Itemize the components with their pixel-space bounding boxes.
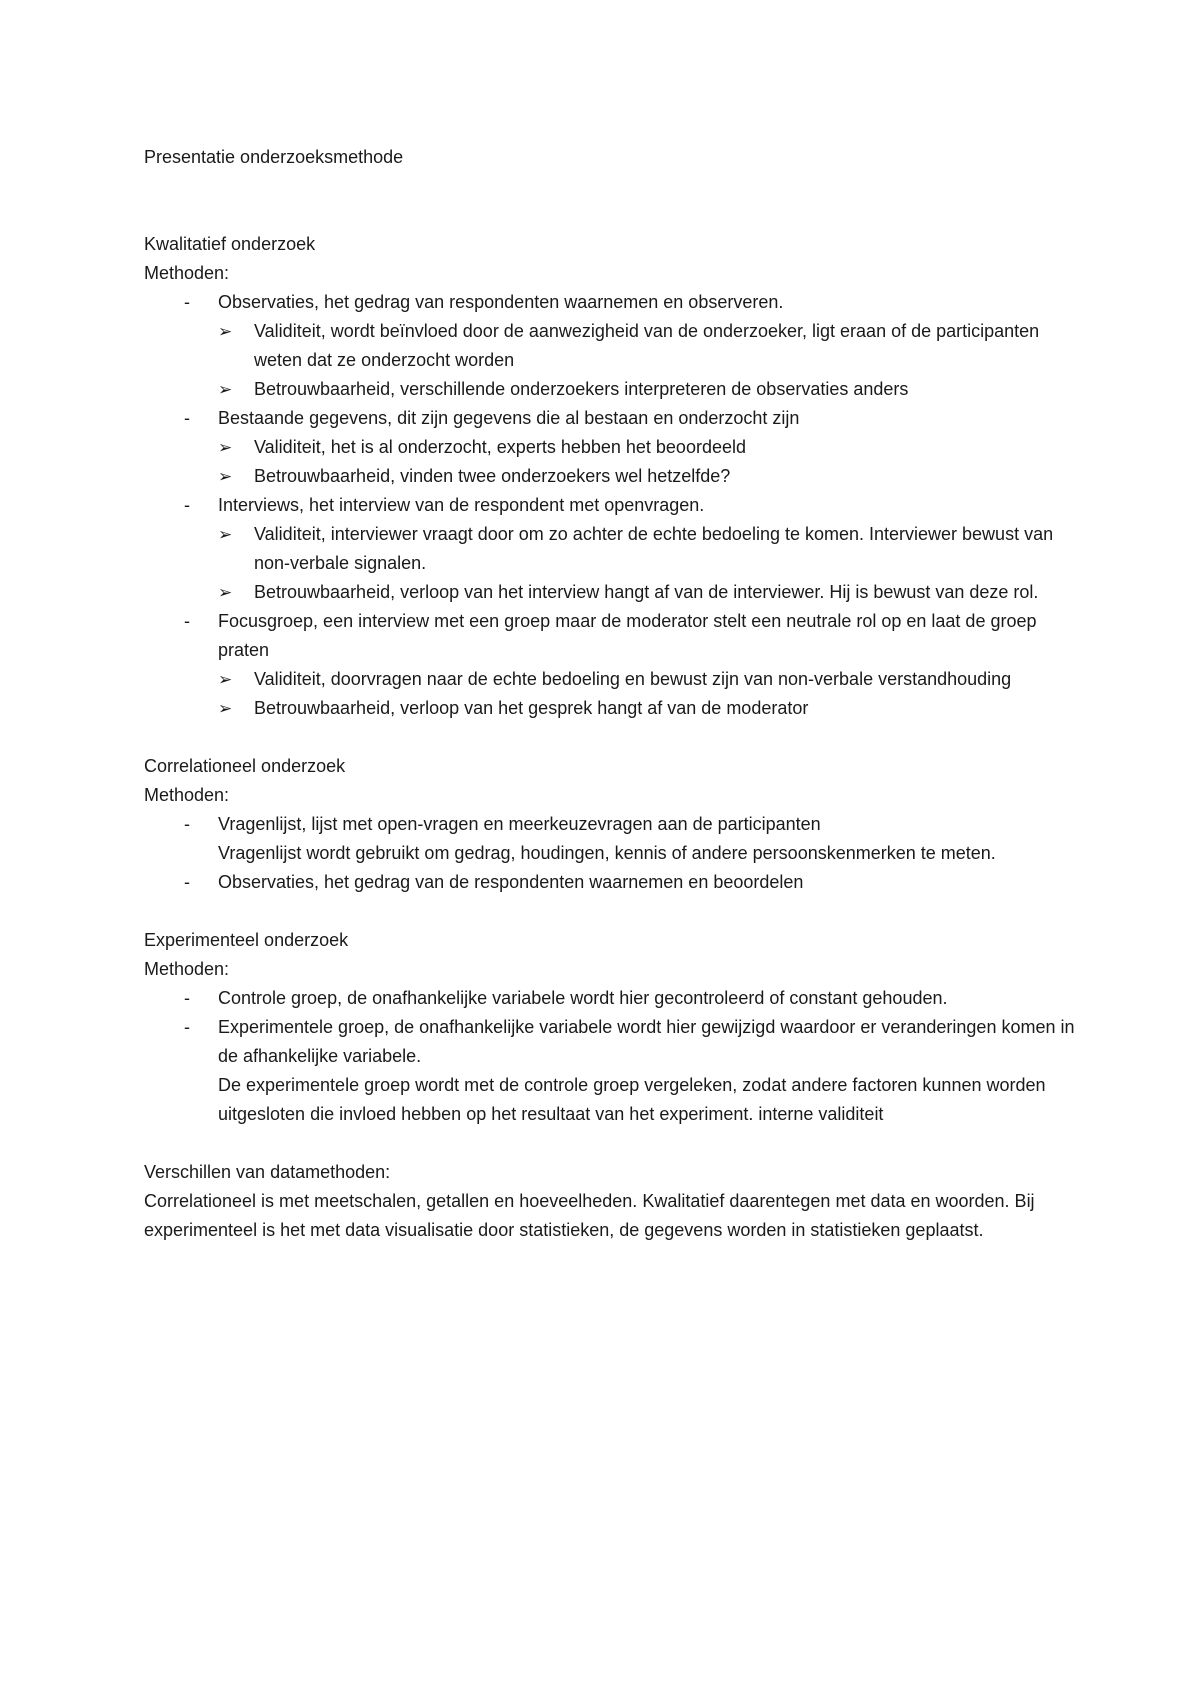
section-correlationeel xyxy=(144,752,1084,897)
method-text: Focusgroep, een interview met een groep maar de moderator stelt een neutrale rol op en laat de groep praten xyxy=(218,611,1037,660)
arrow-bullet-icon: ➢ xyxy=(218,699,233,718)
criteria-item xyxy=(218,694,1084,723)
dash-bullet-icon: - xyxy=(184,988,190,1008)
method-item xyxy=(144,288,1084,404)
criteria-item xyxy=(218,433,1084,462)
dash-bullet-icon: - xyxy=(184,1017,190,1037)
method-item xyxy=(144,607,1084,723)
arrow-bullet-icon: ➢ xyxy=(218,467,233,486)
criteria-text: Validiteit, interviewer vraagt door om zo achter de echte bedoeling te komen. Interviewer bewust van non-verbale signalen. xyxy=(254,524,1054,573)
arrow-bullet-icon: ➢ xyxy=(218,583,233,602)
criteria-text: Betrouwbaarheid, vinden twee onderzoekers wel hetzelfde? xyxy=(254,466,731,486)
criteria-item xyxy=(218,665,1084,694)
arrow-bullet-icon: ➢ xyxy=(218,670,233,689)
criteria-text: Betrouwbaarheid, verschillende onderzoekers interpreteren de observaties anders xyxy=(254,379,909,399)
method-text: Interviews, het interview van de respondent met openvragen. xyxy=(218,495,705,515)
method-item xyxy=(144,810,1084,868)
document-title: Presentatie onderzoeksmethode xyxy=(144,147,404,167)
criteria-text: Validiteit, doorvragen naar de echte bedoeling en bewust zijn van non-verbale verstandhouding xyxy=(254,669,1012,689)
arrow-bullet-icon: ➢ xyxy=(218,322,233,341)
arrow-bullet-icon: ➢ xyxy=(218,438,233,457)
criteria-text: Validiteit, het is al onderzocht, experts hebben het beoordeeld xyxy=(254,437,746,457)
criteria-list xyxy=(218,665,1084,723)
criteria-text: Betrouwbaarheid, verloop van het gesprek hangt af van de moderator xyxy=(254,698,809,718)
method-text: Experimentele groep, de onafhankelijke variabele wordt hier gewijzigd waardoor er veranderingen komen in de afhankelijke variabele. xyxy=(218,1017,1075,1066)
section-sublabel: Methoden: xyxy=(144,959,230,979)
section-paragraph: Correlationeel is met meetschalen, getallen en hoeveelheden. Kwalitatief daarentegen met data en woorden. Bij experimenteel is het met data visualisatie door statistieken, de gegevens worden in statistieken geplaatst. xyxy=(144,1191,1035,1240)
criteria-list xyxy=(218,433,1084,491)
method-list xyxy=(144,288,1084,723)
section-heading: Verschillen van datamethoden: xyxy=(144,1162,391,1182)
arrow-bullet-icon: ➢ xyxy=(218,380,233,399)
section-sublabel: Methoden: xyxy=(144,263,230,283)
criteria-text: Betrouwbaarheid, verloop van het interview hangt af van de interviewer. Hij is bewust van deze rol. xyxy=(254,582,1039,602)
method-item xyxy=(144,1013,1084,1129)
document-body xyxy=(144,143,1084,1245)
method-text: Vragenlijst, lijst met open-vragen en meerkeuzevragen aan de participanten xyxy=(218,814,821,834)
criteria-item xyxy=(218,520,1084,578)
method-item xyxy=(144,404,1084,491)
dash-bullet-icon: - xyxy=(184,611,190,631)
criteria-text: Validiteit, wordt beïnvloed door de aanwezigheid van de onderzoeker, ligt eraan of de participanten weten dat ze onderzocht worden xyxy=(254,321,1040,370)
criteria-list xyxy=(218,520,1084,607)
criteria-item xyxy=(218,375,1084,404)
dash-bullet-icon: - xyxy=(184,292,190,312)
criteria-list xyxy=(218,317,1084,404)
dash-bullet-icon: - xyxy=(184,872,190,892)
section-heading: Correlationeel onderzoek xyxy=(144,756,346,776)
criteria-item xyxy=(218,462,1084,491)
section-kwalitatief xyxy=(144,230,1084,723)
dash-bullet-icon: - xyxy=(184,814,190,834)
method-text: Controle groep, de onafhankelijke variabele wordt hier gecontroleerd of constant gehouden. xyxy=(218,988,948,1008)
method-item xyxy=(144,984,1084,1013)
dash-bullet-icon: - xyxy=(184,408,190,428)
section-experimenteel xyxy=(144,926,1084,1129)
method-extra-text: Vragenlijst wordt gebruikt om gedrag, houdingen, kennis of andere persoonskenmerken te meten. xyxy=(218,843,996,863)
method-list xyxy=(144,984,1084,1129)
method-list xyxy=(144,810,1084,897)
section-heading: Kwalitatief onderzoek xyxy=(144,234,316,254)
arrow-bullet-icon: ➢ xyxy=(218,525,233,544)
dash-bullet-icon: - xyxy=(184,495,190,515)
method-item xyxy=(144,868,1084,897)
criteria-item xyxy=(218,578,1084,607)
method-text: Bestaande gegevens, dit zijn gegevens die al bestaan en onderzocht zijn xyxy=(218,408,800,428)
method-text: Observaties, het gedrag van de respondenten waarnemen en beoordelen xyxy=(218,872,804,892)
criteria-item xyxy=(218,317,1084,375)
section-heading: Experimenteel onderzoek xyxy=(144,930,349,950)
method-item xyxy=(144,491,1084,607)
method-text: Observaties, het gedrag van respondenten waarnemen en observeren. xyxy=(218,292,784,312)
section-verschillen xyxy=(144,1158,1084,1245)
section-sublabel: Methoden: xyxy=(144,785,230,805)
method-extra-text: De experimentele groep wordt met de controle groep vergeleken, zodat andere factoren kunnen worden uitgesloten die invloed hebben op het resultaat van het experiment. interne validiteit xyxy=(218,1075,1046,1124)
